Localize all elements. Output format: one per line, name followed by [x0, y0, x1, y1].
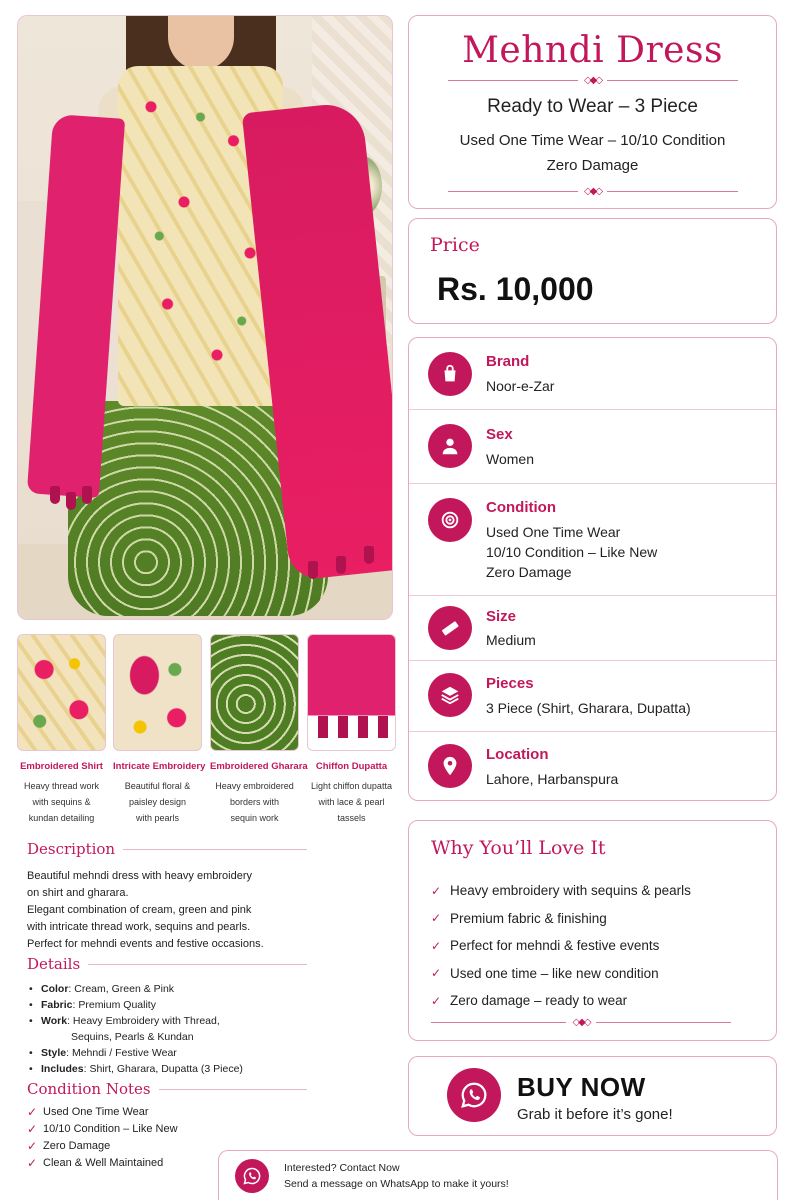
price-value: Rs. 10,000	[437, 271, 594, 307]
divider	[159, 1089, 307, 1090]
spec-value: Lahore, Harbanspura	[486, 771, 619, 787]
product-title: Mehndi Dress	[462, 30, 723, 71]
spec-value-line: Used One Time Wear	[486, 524, 621, 540]
spec-value-line: 10/10 Condition – Like New	[486, 544, 658, 560]
thumbnail-caption: Embroidered Shirt	[20, 761, 103, 772]
thumbnail-desc-line: Beautiful floral &	[124, 781, 191, 791]
why-love-text: Heavy embroidery with sequins & pearls	[450, 883, 691, 899]
description-line: with intricate thread work, sequins and pearls.	[27, 921, 251, 933]
details-value: Sequins, Pearls & Kundan	[71, 1031, 194, 1043]
spec-label: Sex	[486, 426, 513, 443]
thumbnail-caption: Intricate Embroidery	[113, 761, 206, 772]
thumbnail-desc-line: with pearls	[135, 813, 180, 823]
thumbnail-desc-line: kundan detailing	[28, 813, 95, 823]
thumbnail-caption: Chiffon Dupatta	[315, 761, 388, 772]
product-subtitle: Ready to Wear – 3 Piece	[487, 96, 698, 117]
why-love-item	[431, 932, 691, 960]
details-item	[27, 981, 307, 997]
spec-row-brand	[409, 338, 776, 410]
tassel-row	[308, 716, 395, 738]
check-icon: ✓	[431, 966, 442, 981]
thumbnail-desc-line: with sequins &	[32, 797, 91, 807]
why-love-item	[431, 877, 691, 905]
spec-label: Size	[486, 608, 517, 625]
spec-value: Medium	[486, 632, 536, 648]
thumbnail-description	[17, 778, 106, 826]
condition-notes-heading: Condition Notes	[27, 1080, 151, 1098]
description-header	[27, 840, 307, 858]
ornament-divider	[431, 1017, 731, 1028]
divider	[123, 849, 307, 850]
thumbnail-desc-line: borders with	[229, 797, 280, 807]
check-icon: ✓	[431, 938, 442, 953]
description-section	[27, 840, 307, 953]
contact-bar[interactable]	[218, 1150, 778, 1200]
details-section	[27, 955, 307, 1077]
summary-line: Used One Time Wear – 10/10 Condition	[459, 132, 726, 149]
tassel	[50, 486, 60, 504]
thumbnail-description	[307, 778, 396, 826]
shopping-bag-icon	[428, 352, 472, 396]
details-value: : Mehndi / Festive Wear	[66, 1047, 177, 1059]
details-list	[27, 981, 307, 1077]
check-icon: ✓	[27, 1105, 38, 1119]
thumbnail-image[interactable]	[210, 634, 299, 751]
thumbnail-desc-line: paisley design	[128, 797, 187, 807]
description-line: Elegant combination of cream, green and pink	[27, 904, 252, 916]
target-icon	[428, 498, 472, 542]
spec-row-condition	[409, 484, 776, 596]
details-item	[27, 1013, 307, 1029]
condition-note-text: Clean & Well Maintained	[43, 1157, 164, 1169]
spec-value-line: Zero Damage	[486, 564, 572, 580]
ornament-icon: ◇◆◇	[583, 186, 602, 197]
details-item	[27, 997, 307, 1013]
description-line: on shirt and gharara.	[27, 887, 129, 899]
condition-note-item	[27, 1121, 307, 1138]
spec-row-location	[409, 732, 776, 800]
why-love-text: Premium fabric & finishing	[450, 910, 607, 926]
thumbnail-chiffon-dupatta[interactable]	[307, 634, 396, 826]
details-key: Fabric	[41, 999, 73, 1011]
condition-note-item	[27, 1104, 307, 1121]
whatsapp-icon[interactable]	[447, 1068, 501, 1122]
product-main-image[interactable]	[17, 15, 393, 620]
condition-note-text: Used One Time Wear	[43, 1106, 149, 1118]
details-key: Style	[41, 1047, 67, 1059]
product-condition-summary	[409, 128, 776, 178]
location-pin-icon	[428, 744, 472, 788]
thumbnail-gallery	[17, 634, 397, 829]
summary-line: Zero Damage	[546, 157, 639, 174]
contact-heading: Interested? Contact Now	[284, 1162, 400, 1174]
why-love-heading: Why You’ll Love It	[431, 837, 606, 859]
description-line: Perfect for mehndi events and festive occasions.	[27, 938, 264, 950]
check-icon: ✓	[27, 1139, 38, 1153]
why-love-text: Perfect for mehndi & festive events	[450, 938, 660, 954]
spec-value: 3 Piece (Shirt, Gharara, Dupatta)	[486, 700, 691, 716]
check-icon: ✓	[27, 1156, 38, 1170]
thumbnail-desc-line: with lace & pearl	[318, 797, 385, 807]
thumbnail-image[interactable]	[17, 634, 106, 751]
thumbnail-image[interactable]	[113, 634, 202, 751]
thumbnail-description	[113, 778, 202, 826]
ornament-icon: ◇◆◇	[583, 75, 602, 86]
spec-row-sex	[409, 410, 776, 484]
details-value: : Heavy Embroidery with Thread,	[67, 1015, 220, 1027]
why-love-text: Zero damage – ready to wear	[450, 993, 628, 1009]
why-love-item	[431, 905, 691, 933]
spec-label: Brand	[486, 353, 530, 370]
thumbnail-desc-line: Heavy embroidered	[215, 781, 294, 791]
price-label: Price	[430, 234, 480, 256]
why-love-item	[431, 987, 691, 1015]
thumbnail-desc-line: sequin work	[230, 813, 279, 823]
thumbnail-caption: Embroidered Gharara	[210, 761, 308, 772]
details-heading: Details	[27, 955, 81, 973]
why-love-text: Used one time – like new condition	[450, 965, 659, 981]
details-item-continued	[27, 1029, 307, 1045]
tassel	[66, 492, 76, 510]
details-header	[27, 955, 307, 973]
details-value: : Cream, Green & Pink	[68, 983, 175, 995]
thumbnail-embroidered-shirt[interactable]	[17, 634, 106, 826]
details-key: Work	[41, 1015, 68, 1027]
description-line: Beautiful mehndi dress with heavy embroidery	[27, 870, 253, 882]
ornament-divider	[448, 186, 738, 197]
buy-now-label: BUY NOW	[517, 1072, 646, 1102]
tassel	[308, 561, 318, 579]
contact-message: Send a message on WhatsApp to make it yours!	[284, 1178, 509, 1190]
divider	[88, 964, 307, 965]
spec-label: Location	[486, 746, 549, 763]
thumbnail-description	[210, 778, 299, 826]
tassel	[82, 486, 92, 504]
why-love-card	[408, 820, 777, 1041]
thumbnail-desc-line: Heavy thread work	[23, 781, 100, 791]
check-icon: ✓	[431, 883, 442, 898]
check-icon: ✓	[27, 1122, 38, 1136]
details-item	[27, 1061, 307, 1077]
spec-value-multiline	[486, 522, 657, 582]
specifications-card	[408, 337, 777, 801]
spec-value: Noor-e-Zar	[486, 378, 555, 394]
ruler-icon	[428, 606, 472, 650]
whatsapp-icon[interactable]	[235, 1159, 269, 1193]
layers-icon	[428, 673, 472, 717]
details-value: : Shirt, Gharara, Dupatta (3 Piece)	[83, 1063, 243, 1075]
details-item	[27, 1045, 307, 1061]
details-value: : Premium Quality	[72, 999, 156, 1011]
spec-label: Pieces	[486, 675, 534, 692]
description-heading: Description	[27, 840, 116, 858]
tassel	[336, 556, 346, 574]
why-love-item	[431, 960, 691, 988]
description-text	[27, 868, 307, 953]
person-icon	[428, 424, 472, 468]
thumbnail-desc-line: tassels	[337, 813, 366, 823]
price-card	[408, 218, 777, 324]
title-card	[408, 15, 777, 209]
spec-value: Women	[486, 451, 534, 467]
spec-row-pieces	[409, 661, 776, 732]
thumbnail-embroidered-gharara[interactable]	[210, 634, 308, 826]
spec-label: Condition	[486, 499, 556, 516]
thumbnail-image[interactable]	[307, 634, 396, 751]
thumbnail-intricate-embroidery[interactable]	[113, 634, 206, 826]
buy-now-subtext: Grab it before it’s gone!	[517, 1106, 673, 1123]
tassel	[364, 546, 374, 564]
condition-notes-header	[27, 1080, 307, 1098]
thumbnail-desc-line: Light chiffon dupatta	[311, 781, 392, 791]
details-key: Color	[41, 983, 69, 995]
ornament-icon: ◇◆◇	[572, 1017, 590, 1028]
spec-row-size	[409, 596, 776, 661]
condition-note-text: Zero Damage	[43, 1140, 111, 1152]
condition-note-text: 10/10 Condition – Like New	[43, 1123, 178, 1135]
check-icon: ✓	[431, 911, 442, 926]
details-key: Includes	[41, 1063, 84, 1075]
why-love-list	[431, 877, 691, 1015]
ornament-divider	[448, 75, 738, 86]
check-icon: ✓	[431, 993, 442, 1008]
